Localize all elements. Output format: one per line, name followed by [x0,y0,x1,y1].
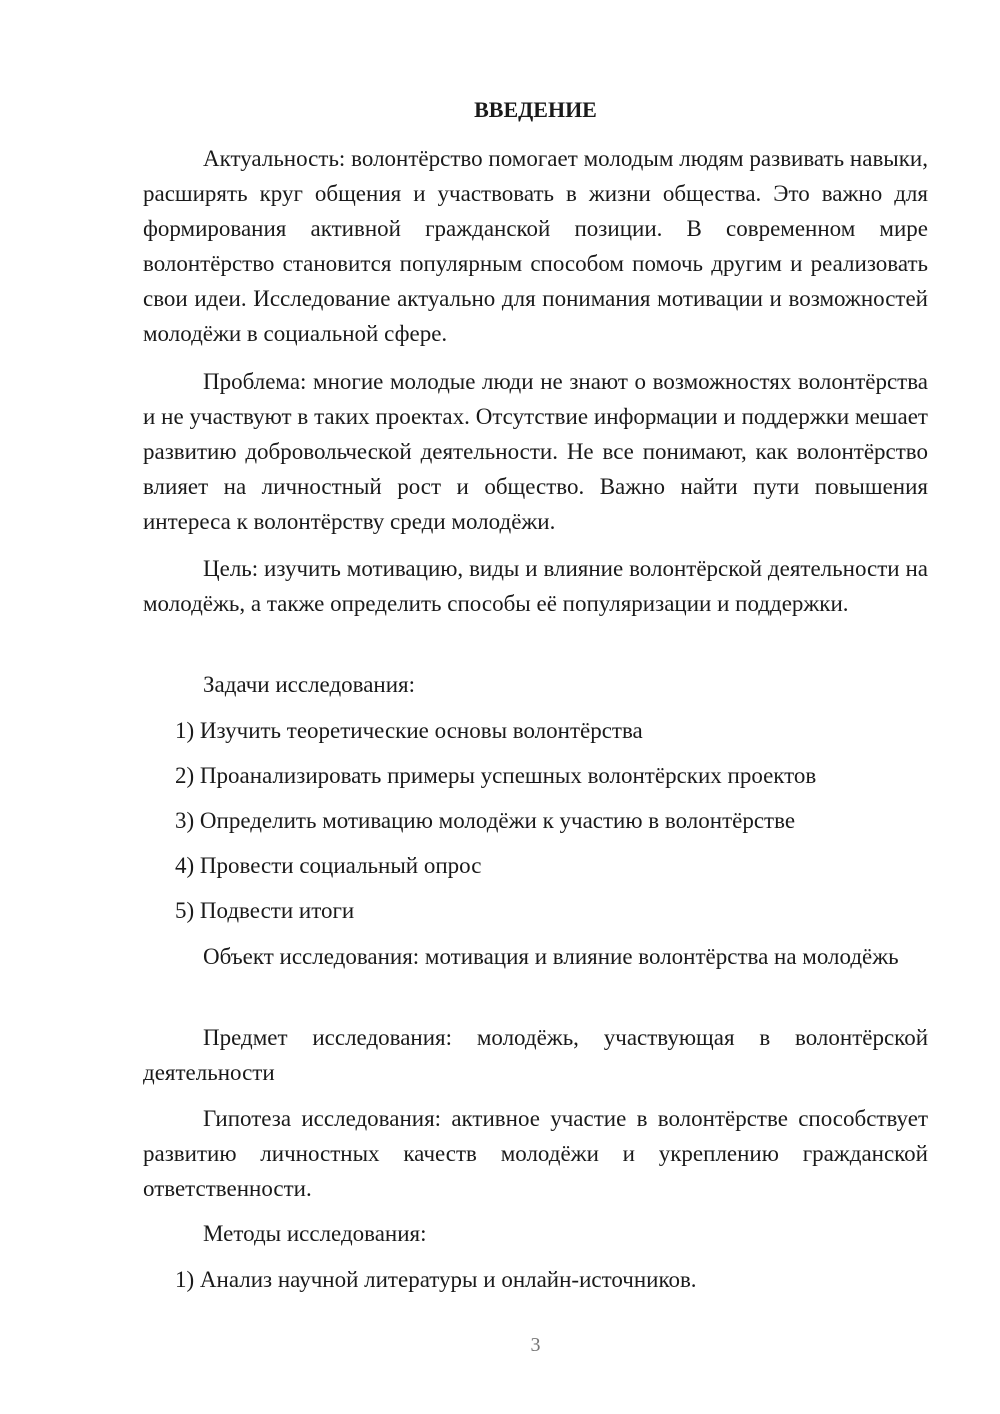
task-item: 4) Провести социальный опрос [175,853,482,878]
goal-paragraph: Цель: изучить мотивацию, виды и влияние волонтёрской деятельности на молодёжь, а также определить способы её популяризации и поддержки. [143,556,928,616]
task-item: 5) Подвести итоги [175,898,355,923]
subject-paragraph: Предмет исследования: молодёжь, участвующая в волонтёрской деятельности [143,1025,928,1085]
method-item: 1) Анализ научной литературы и онлайн-источников. [175,1267,697,1292]
section-heading: ВВЕДЕНИЕ [474,97,597,122]
hypothesis-paragraph: Гипотеза исследования: активное участие в волонтёрстве способствует развитию личностных качеств молодёжи и укреплению гражданской ответственности. [143,1106,928,1201]
document-page [143,0,928,1414]
task-item: 3) Определить мотивацию молодёжи к участию в волонтёрстве [175,808,796,833]
tasks-heading: Задачи исследования: [203,672,416,697]
problem-paragraph: Проблема: многие молодые люди не знают о возможностях волонтёрства и не участвуют в таких проектах. Отсутствие информации и поддержки мешает развитию добровольческой деятельности. Не все понимают, как волонтёрство влияет на личностный рост и общество. Важно найти пути повышения интереса к волонтёрству среди молодёжи. [143,369,928,534]
object-paragraph: Объект исследования: мотивация и влияние волонтёрства на молодёжь [203,944,899,969]
page-number: 3 [530,1334,541,1356]
methods-heading: Методы исследования: [203,1221,427,1246]
task-item: 1) Изучить теоретические основы волонтёрства [175,718,643,743]
relevance-paragraph: Актуальность: волонтёрство помогает молодым людям развивать навыки, расширять круг общения и участвовать в жизни общества. Это важно для формирования активной гражданской позиции. В современном мире волонтёрство становится популярным способом помочь другим и реализовать свои идеи. Исследование актуально для понимания мотивации и возможностей молодёжи в социальной сфере. [143,146,928,346]
task-item: 2) Проанализировать примеры успешных волонтёрских проектов [175,763,817,788]
